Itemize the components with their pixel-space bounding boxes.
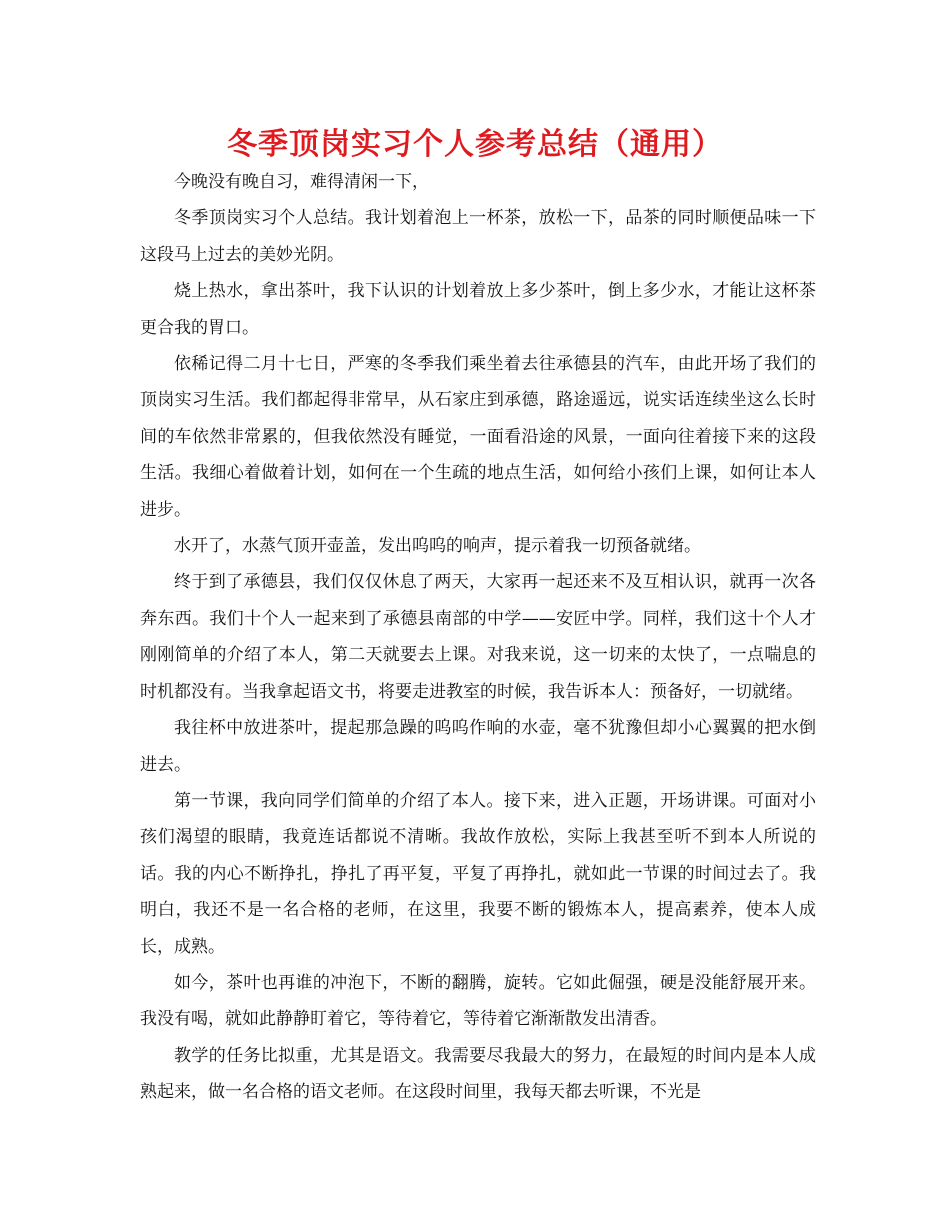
- paragraph-4: 依稀记得二月十七日，严寒的冬季我们乘坐着去往承德县的汽车，由此开场了我们的顶岗实习生活。我们都起得非常早，从石家庄到承德，路途遥远，说实话连续坐这么长时间的车依然非常累的，但我依然没有睡觉，一面看沿途的风景，一面向往着接下来的这段生活。我细心着做着计划，如何在一个生疏的地点生活，如何给小孩们上课，如何让本人进步。: [140, 354, 816, 520]
- page-title: 冬季顶岗实习个人参考总结（通用）: [227, 127, 723, 162]
- paragraph-8: 第一节课，我向同学们简单的介绍了本人。接下来，进入正题，开场讲课。可面对小孩们渴望的眼睛，我竟连话都说不清晰。我故作放松，实际上我甚至听不到本人所说的话。我的内心不断挣扎，挣扎了再平复，平复了再挣扎，就如此一节课的时间过去了。我明白，我还不是一名合格的老师，在这里，我要不断的锻炼本人，提高素养，使本人成长，成熟。: [140, 790, 816, 957]
- paragraph-10: 教学的任务比拟重，尤其是语文。我需要尽我最大的努力，在最短的时间内是本人成熟起来，做一名合格的语文老师。在这段时间里，我每天都去听课，不光是: [140, 1045, 816, 1103]
- paragraph-2: 冬季顶岗实习个人总结。我计划着泡上一杯茶，放松一下，品茶的同时顺便品味一下这段马上过去的美妙光阴。: [140, 208, 816, 265]
- paragraph-3: 烧上热水，拿出茶叶，我下认识的计划着放上多少茶叶，倒上多少水，才能让这杯茶更合我的胃口。: [140, 281, 816, 338]
- paragraph-6: 终于到了承德县，我们仅仅休息了两天，大家再一起还来不及互相认识，就再一次各奔东西。我们十个人一起来到了承德县南部的中学——安匠中学。同样，我们这十个人才刚刚简单的介绍了本人，第二天就要去上课。对我来说，这一切来的太快了，一点喘息的时机都没有。当我拿起语文书，将要走进教室的时候，我告诉本人：预备好，一切就绪。: [140, 572, 816, 702]
- paragraph-1: 今晚没有晚自习，难得清闲一下，: [174, 172, 429, 192]
- paragraph-7: 我往杯中放进茶叶，提起那急躁的呜呜作响的水壶，毫不犹豫但却小心翼翼的把水倒进去。: [140, 718, 816, 775]
- document-body: [140, 164, 816, 1111]
- paragraph-5: 水开了，水蒸气顶开壶盖，发出呜呜的响声，提示着我一切预备就绪。: [174, 536, 701, 557]
- paragraph-9: 如今，茶叶也再谁的冲泡下，不断的翻腾，旋转。它如此倔强，硬是没能舒展开来。我没有喝，就如此静静盯着它，等待着它，等待着它渐渐散发出清香。: [140, 972, 816, 1030]
